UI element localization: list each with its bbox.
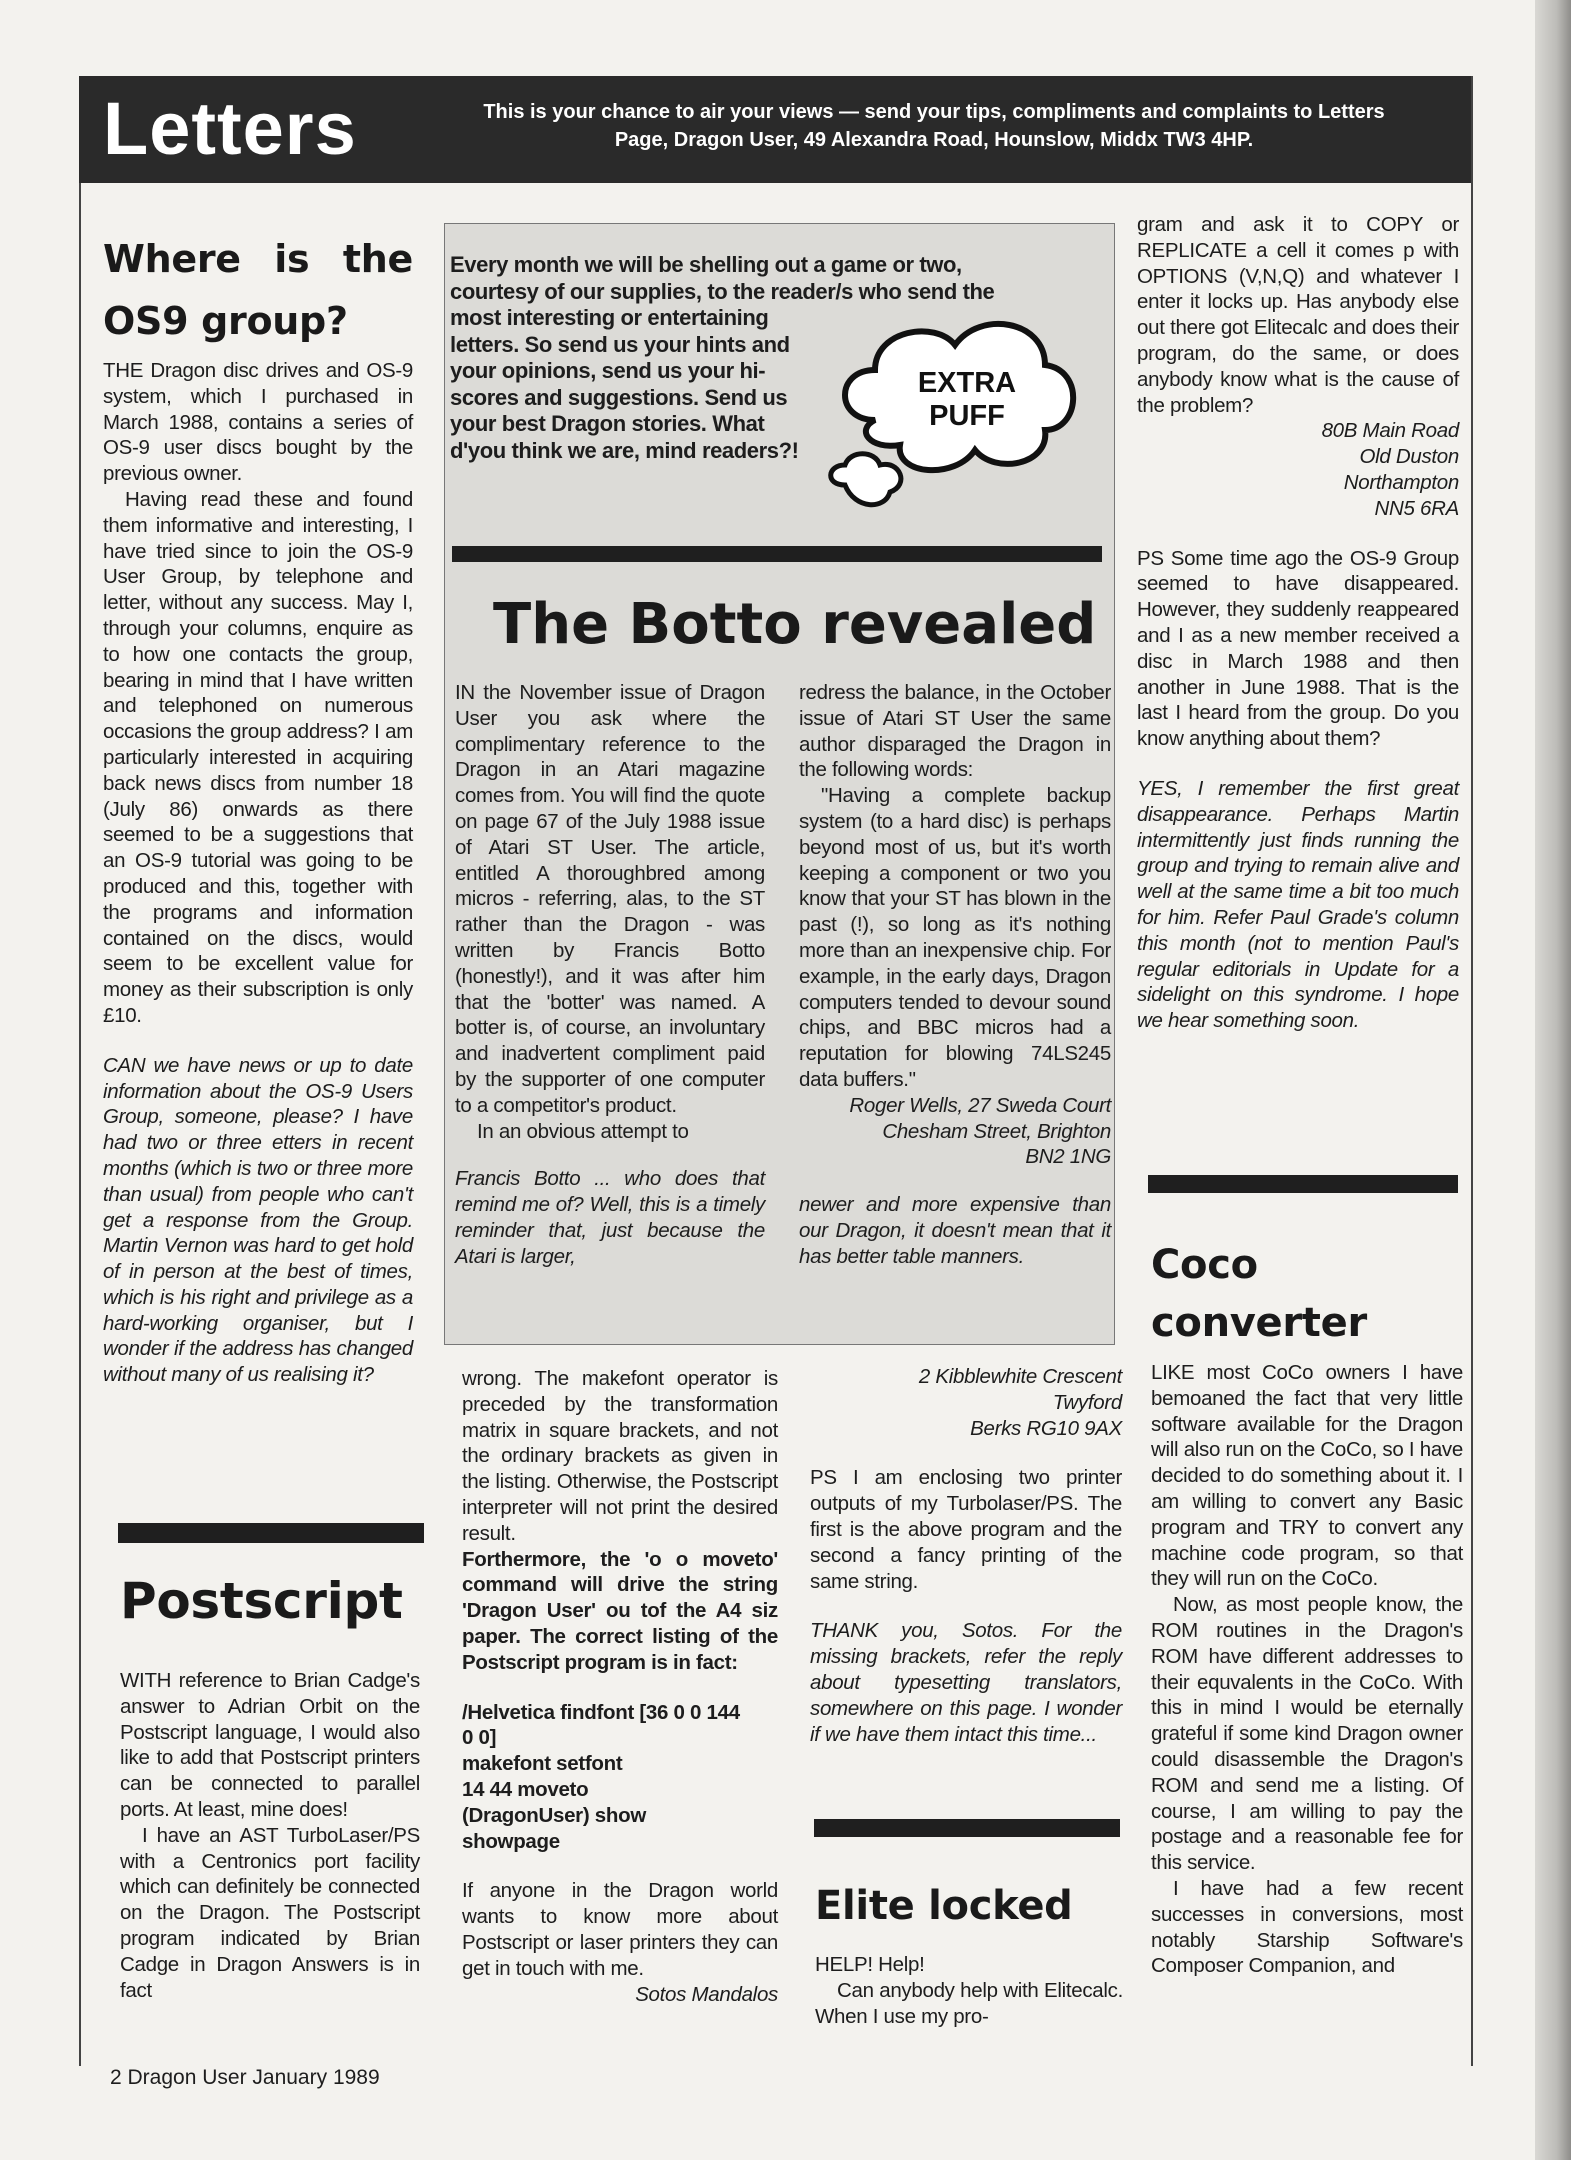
- subtitle-line: Page, Dragon User, 49 Alexandra Road, Hounslow, Middx TW3 4HP.: [614, 129, 1254, 151]
- address-line: Twyford: [1052, 1390, 1122, 1414]
- editor-reply: CAN we have news or up to date information about the OS-9 Users Group, someone, please? I have had two or three etters in recent months (which is two or three more than usual) from people who can't get a response from the Group. Martin Vernon was hard to get hold of in person at the best of times, which is his right and privilege as a hard-working organiser, but I wonder if the address has changed without many of us realising it?: [103, 1053, 413, 1387]
- elite-heading: Elite locked: [815, 1883, 1073, 1929]
- letters-header: [79, 76, 1471, 183]
- os9-heading: Where is the OS9 group?: [103, 237, 413, 343]
- postscript-heading: Postscript: [120, 1572, 403, 1630]
- divider-bar: [452, 546, 1102, 562]
- address-line: Berks RG10 9AX: [970, 1416, 1122, 1440]
- paragraph: HELP! Help!: [815, 1953, 925, 1976]
- botto-letter-col-b: [799, 680, 1111, 1270]
- section-subtitle: [419, 98, 1449, 154]
- elite-letter: [815, 1878, 1123, 2029]
- paragraph: WITH reference to Brian Cadge's answer to Adrian Orbit on the Postscript language, I would also like to add that Postscript printers can be connected to parallel ports. At least, mine does!: [120, 1669, 420, 1821]
- code-listing: [462, 1700, 778, 1855]
- paragraph: In an obvious attempt to: [477, 1119, 689, 1143]
- divider-bar: [1148, 1175, 1458, 1193]
- paragraph: PS Some time ago the OS-9 Group seemed to have disappeared. However, they suddenly reappeared and I as a new member received a disc in March 1988 and then another in June 1988. That is the last I heard from the group. Do you know anything about them?: [1137, 546, 1459, 751]
- paragraph: IN the November issue of Dragon User you ask where the complimentary reference to the Dragon in an Atari magazine comes from. You will find the quote on page 67 of the July 1988 issue of Atari ST User. The article, entitled A thoroughbred among micros - referring, alas, to the ST rather than the Dragon - was written by Francis Botto (honestly!), and it was after him that the 'botter' was named. A botter is, of course, an involuntary and inadvertent compliment paid by the supporter of one computer to a competitor's product.: [455, 681, 765, 1117]
- signature: Sotos Mandalos: [635, 1982, 778, 2006]
- address-line: NN5 6RA: [1374, 496, 1459, 520]
- cloud-text: PUFF: [929, 400, 1005, 432]
- page-edge: [1535, 0, 1571, 2160]
- signature: Roger Wells, 27 Sweda Court: [849, 1093, 1111, 1117]
- paragraph: I have had a few recent successes in conversions, most notably Starship Software's Composer Companion, and: [1151, 1876, 1463, 1978]
- postscript-letter-end: [810, 1364, 1122, 1747]
- paragraph: If anyone in the Dragon world wants to know more about Postscript or laser printers they can get in touch with me.: [462, 1879, 778, 1980]
- os9-letter: [103, 228, 413, 1388]
- editor-reply: THANK you, Sotos. For the missing brackets, refer the reply about typesetting translators, somewhere on this page. I wonder if we have them intact this time...: [810, 1619, 1122, 1746]
- elite-letter-cont: [1137, 212, 1459, 1034]
- postscript-letter: [120, 1566, 420, 2003]
- paragraph: gram and ask it to COPY or REPLICATE a cell it comes p with OPTIONS (V,N,Q) and whatever I enter it locks up. Has anybody else out there got Elitecalc and does their program, do the same, or does anybody know what is the cause of the problem?: [1137, 213, 1459, 417]
- paragraph: Having read these and found them informative and interesting, I have tried since to join the OS-9 User Group, by telephone and letter, without any success. May I, through your columns, enquire as to how one contacts the group, bearing in mind that I have written and telephoned on numerous occasions the group address? I am particularly interested in acquiring back news discs from number 18 (July 86) onwards as there seemed to be a suggestions that an OS-9 tutorial was going to be produced and this, together with the programs and information contained on the discs, would seem to be excellent value for money as their subscription is only £10.: [103, 487, 413, 1027]
- botto-heading: The Botto revealed: [493, 592, 1097, 657]
- paragraph-bold: Forthermore, the 'o o moveto' command will drive the string 'Dragon User' ou tof the A4 siz paper. The correct listing of the Postscript program is in fact:: [462, 1547, 778, 1674]
- page-footer: 2 Dragon User January 1989: [110, 2066, 380, 2089]
- coco-letter: [1151, 1236, 1463, 1979]
- subtitle-line: This is your chance to air your views — send your tips, compliments and complaints to Letters: [483, 101, 1385, 123]
- botto-letter-col-a: [455, 680, 765, 1270]
- signature: BN2 1NG: [1025, 1145, 1111, 1169]
- address-line: 2 Kibblewhite Crescent: [918, 1365, 1122, 1388]
- code-line: 0 0]: [462, 1726, 497, 1750]
- editor-reply: YES, I remember the first great disappearance. Perhaps Martin intermittently just finds running the group and trying to remain alive and well at the same time a bit too much for him. Refer Paul Grade's column this month (not to mention Paul's regular editorials in Update for a sidelight on this syndrome. I hope we hear something soon.: [1137, 776, 1459, 1033]
- section-title: Letters: [103, 87, 357, 170]
- divider-bar: [118, 1523, 424, 1543]
- promo-text: Every month we will be shelling out a game or two, courtesy of our supplies, to the reader/s who send the most interesting or entertaining letters. So send us your hints and your opinions, send us your hi-scores and suggestions. Send us your best Dragon stories. What d'you think we are, mind readers?!: [450, 252, 995, 463]
- paragraph: redress the balance, in the October issue of Atari ST User the same author disparaged the Dragon in the following words:: [799, 681, 1111, 782]
- code-line: showpage: [462, 1829, 560, 1853]
- coco-heading: Coco converter: [1151, 1242, 1367, 1346]
- signature: Chesham Street, Brighton: [882, 1119, 1111, 1143]
- address-line: Old Duston: [1359, 445, 1459, 469]
- paragraph: PS I am enclosing two printer outputs of my Turbolaser/PS. The first is the above program and the second a fancy printing of the same string.: [810, 1466, 1122, 1593]
- cloud-icon: [815, 300, 1085, 530]
- address-line: Northampton: [1343, 470, 1459, 494]
- paragraph: I have an AST TurboLaser/PS with a Centronics port facility which can definitely be connected on the Dragon. The Postscript program indicated by Brian Cadge in Dragon Answers is in fact: [120, 1823, 420, 2002]
- paragraph: "Having a complete backup system (to a hard disc) is perhaps beyond most of us, but it's worth keeping a component or two you know that your ST has blown in the past (!), so long as it's nothing more than an inexpensive chip. For example, in the early days, Dragon computers tended to devour sound chips, and BBC micros had a reputation for blowing 74LS245 data buffers.": [799, 784, 1111, 1091]
- postscript-letter-cont: [462, 1366, 778, 2007]
- paragraph: wrong. The makefont operator is preceded by the transformation matrix in square brackets, and not the ordinary brackets as given in the listing. Otherwise, the Postscript interpreter will not print the desired result.: [462, 1367, 778, 1545]
- editor-reply: newer and more expensive than our Dragon, it doesn't mean that it has better table manners.: [799, 1193, 1111, 1268]
- code-line: /Helvetica findfont [36 0 0 144: [462, 1700, 740, 1724]
- code-line: makefont setfont: [462, 1752, 623, 1776]
- divider-bar: [814, 1819, 1120, 1837]
- paragraph: LIKE most CoCo owners I have bemoaned the fact that very little software available for the Dragon will also run on the CoCo, so I have decided to do something about it. I am willing to convert any Basic program and TRY to convert any machine code program, so that they will run on the CoCo.: [1151, 1361, 1463, 1591]
- paragraph: Now, as most people know, the ROM routines in the Dragon's ROM have different addresses to their equvalents in the CoCo. With this in mind I would be eternally grateful if some kind Dragon owner could disassemble the Dragon's ROM and send me a listing. Of course, I am willing to pay the postage and a reasonable fee for this service.: [1151, 1593, 1463, 1875]
- paragraph: Can anybody help with Elitecalc. When I use my pro-: [815, 1978, 1123, 2028]
- cloud-text: EXTRA: [917, 367, 1017, 399]
- editor-reply: Francis Botto ... who does that remind me of? Well, this is a timely reminder that, just because the Atari is larger,: [455, 1167, 765, 1268]
- code-line: 14 44 moveto: [462, 1777, 589, 1801]
- code-line: (DragonUser) show: [462, 1803, 646, 1827]
- address-line: 80B Main Road: [1321, 419, 1459, 443]
- paragraph: THE Dragon disc drives and OS-9 system, which I purchased in March 1988, contains a series of OS-9 user discs bought by the previous owner.: [103, 359, 413, 486]
